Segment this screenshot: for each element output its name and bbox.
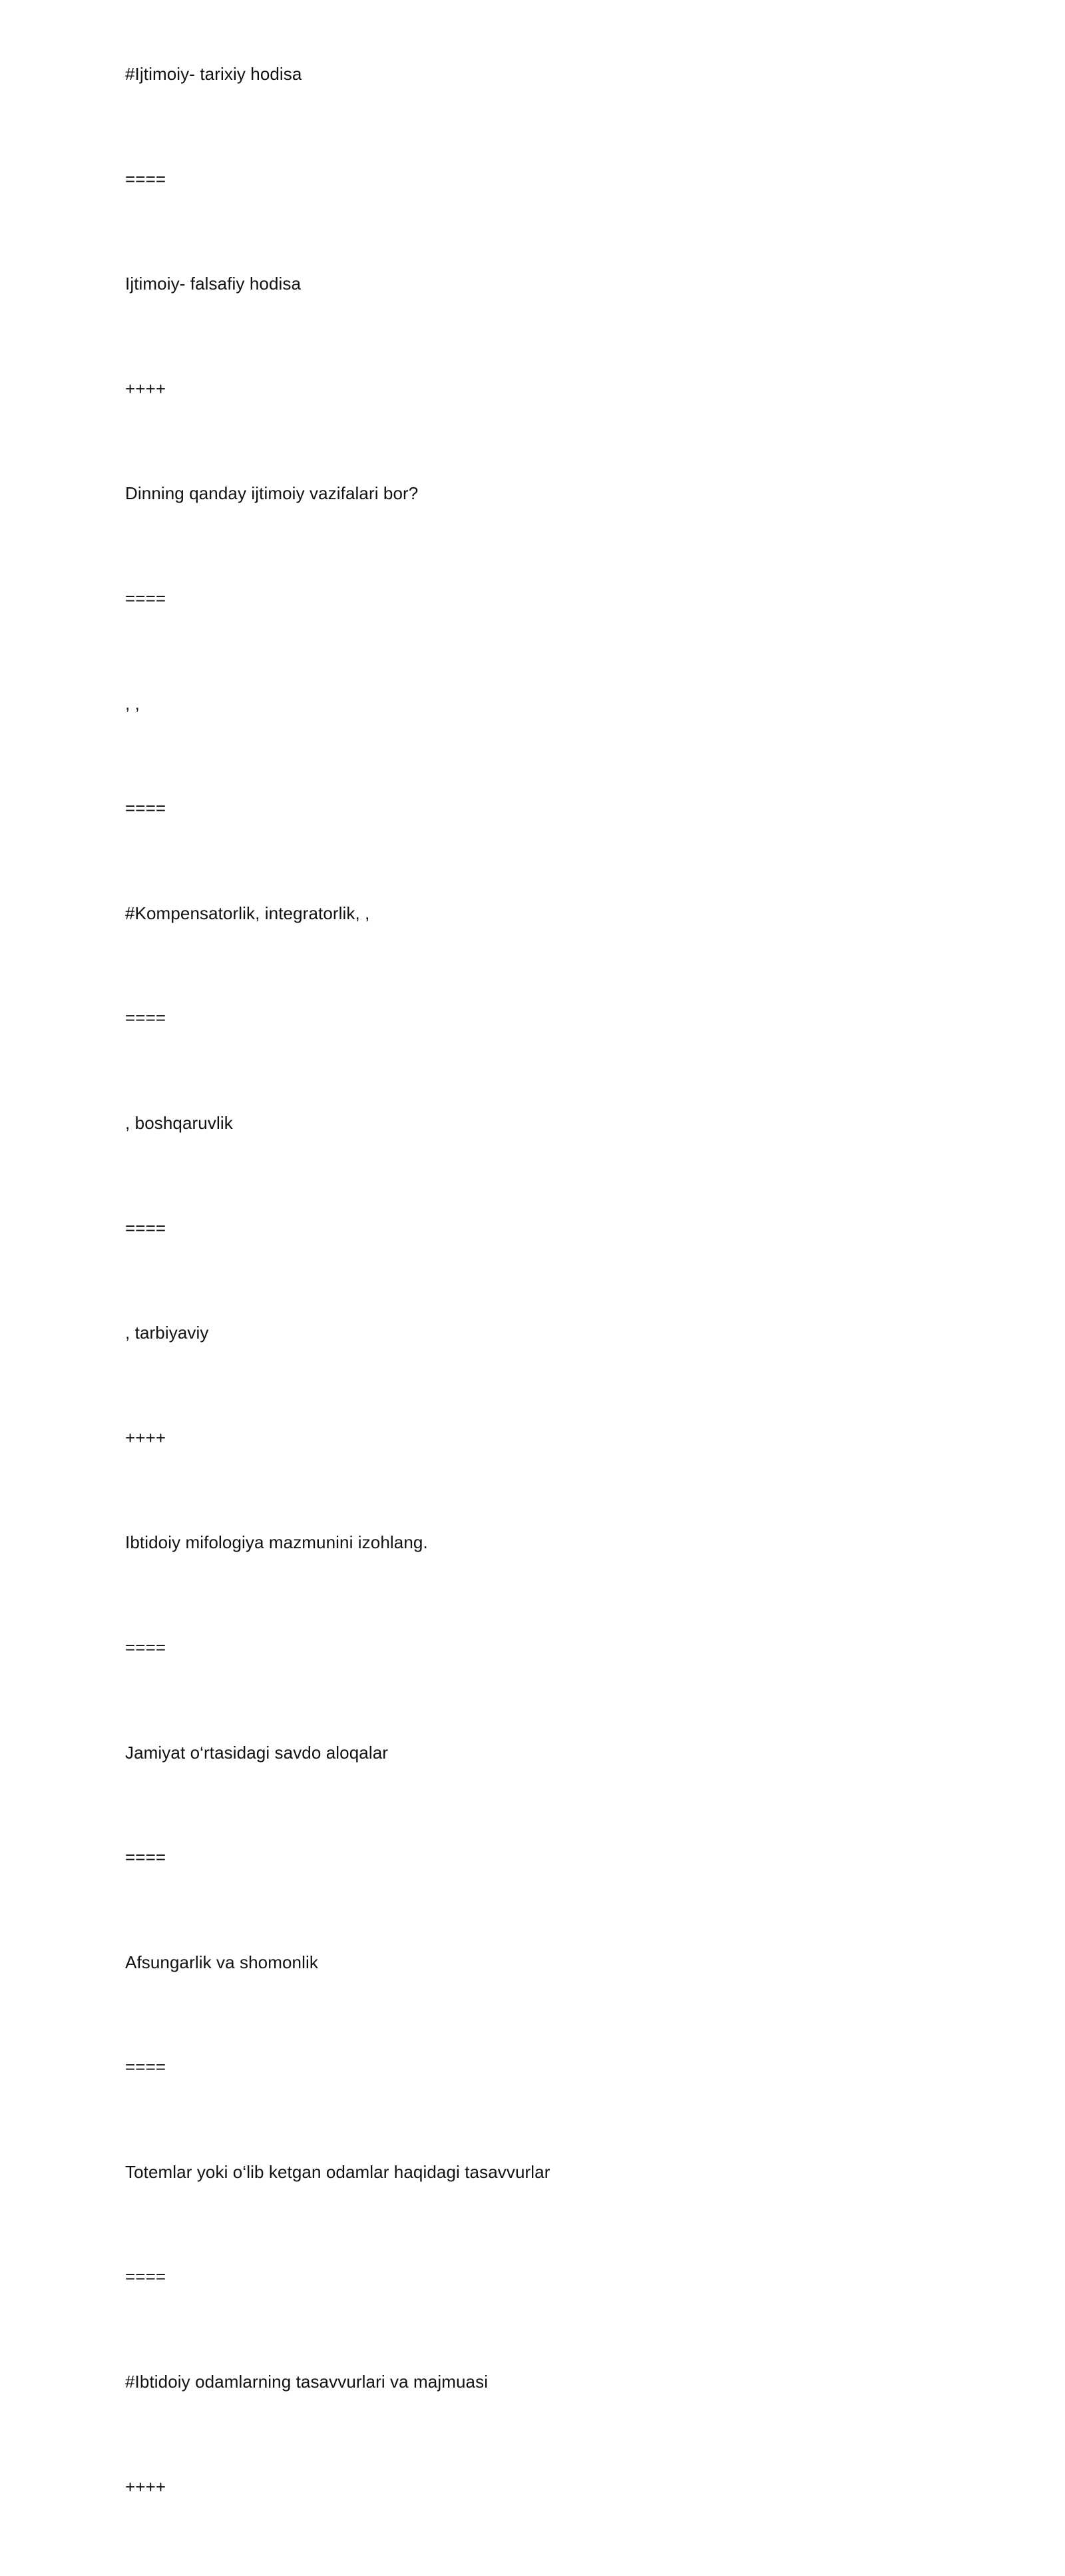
answer-option-line: Jamiyat o‘rtasidagi savdo aloqalar	[125, 1742, 389, 1763]
answer-option-line: Ijtimoiy- falsafiy hodisa	[125, 274, 302, 294]
separator-line: ====	[125, 1637, 166, 1657]
separator-line: ====	[125, 2057, 166, 2077]
separator-line: ====	[125, 1008, 166, 1028]
question-separator-line: ++++	[125, 378, 166, 399]
answer-option-line: #Kompensatorlik, integratorlik, ,	[125, 903, 370, 923]
question-line: Ibtidoiy mifologiya mazmunini izohlang.	[125, 1532, 428, 1553]
separator-line: ====	[125, 168, 166, 189]
document-body	[125, 59, 924, 2576]
separator-line: ====	[125, 588, 166, 608]
separator-line: ====	[125, 1847, 166, 1868]
answer-option-line: , boshqaruvlik	[125, 1112, 233, 1133]
answer-option-line: , ,	[125, 693, 140, 714]
answer-option-line: #Ibtidoiy odamlarning tasavvurlari va majmuasi	[125, 2372, 489, 2392]
question-line: Dinning qanday ijtimoiy vazifalari bor?	[125, 483, 419, 504]
answer-option-line: , tarbiyaviy	[125, 1323, 209, 1343]
answer-option-line: Totemlar yoki o‘lib ketgan odamlar haqidagi tasavvurlar	[125, 2161, 550, 2182]
answer-option-line: #Ijtimoiy- tarixiy hodisa	[125, 64, 302, 84]
separator-line: ====	[125, 798, 166, 819]
answer-option-line: Afsungarlik va shomonlik	[125, 1952, 318, 1972]
question-separator-line: ++++	[125, 1427, 166, 1448]
question-separator-line: ++++	[125, 2476, 166, 2497]
separator-line: ====	[125, 1217, 166, 1238]
separator-line: ====	[125, 2266, 166, 2287]
